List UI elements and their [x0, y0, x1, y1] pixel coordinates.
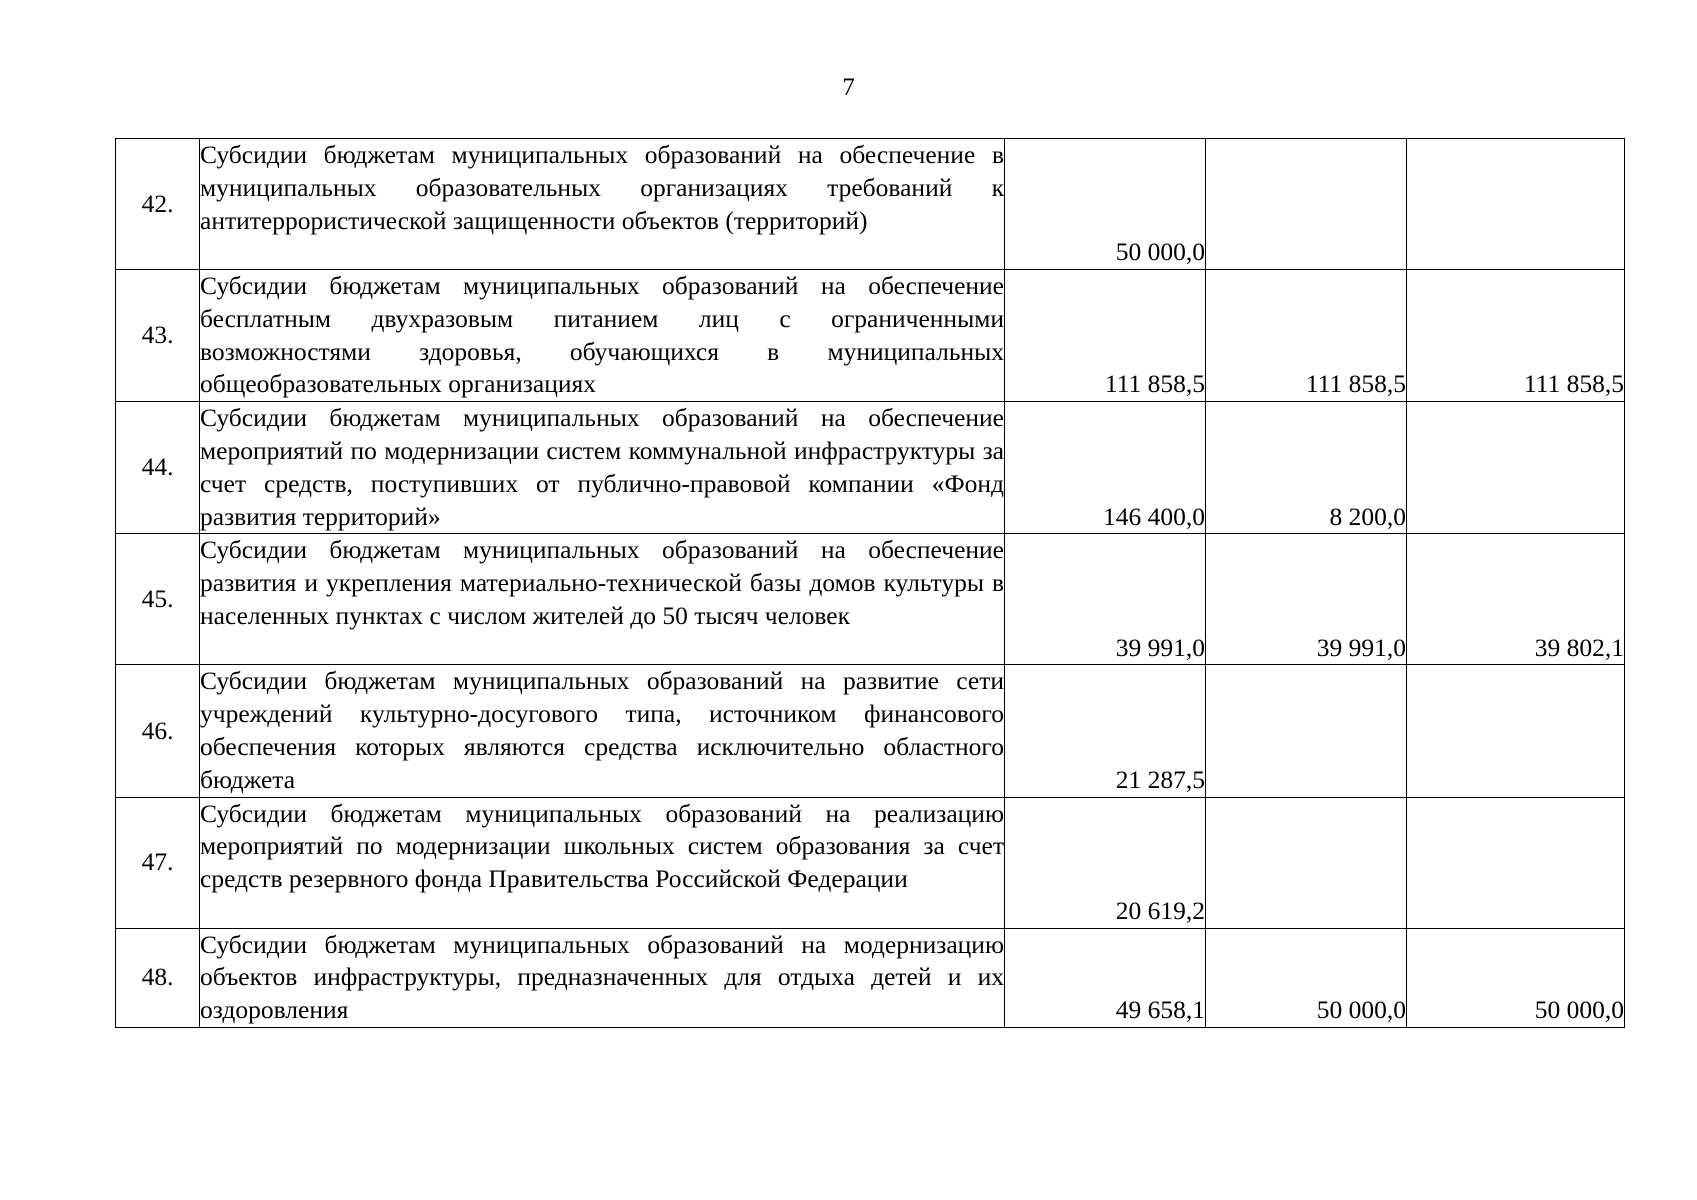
table-row: [116, 665, 1625, 797]
table-row: [116, 402, 1625, 534]
value-col-3: [1407, 665, 1625, 797]
table-row: [116, 270, 1625, 402]
table-row: [116, 928, 1625, 1027]
value-col-1: 39 991,0: [1005, 534, 1206, 665]
value-col-3: [1407, 797, 1625, 928]
row-number: 43.: [116, 270, 200, 402]
value-col-1: 111 858,5: [1005, 270, 1206, 402]
row-description: Субсидии бюджетам муниципальных образований на развитие сети учреждений культурно-досугового типа, источником финансового обеспечения которых являются средства исключительно областного бюджета: [200, 665, 1005, 797]
row-description: Субсидии бюджетам муниципальных образований на обеспечение мероприятий по модернизации систем коммунальной инфраструктуры за счет средств, поступивших от публично-правовой компании «Фонд развития территорий»: [200, 402, 1005, 534]
value-col-2: 111 858,5: [1206, 270, 1407, 402]
value-col-2: [1206, 797, 1407, 928]
row-description: Субсидии бюджетам муниципальных образований на обеспечение бесплатным двухразовым питанием лиц с ограниченными возможностями здоровья, обучающихся в муниципальных общеобразовательных организациях: [200, 270, 1005, 402]
page-number: 7: [842, 74, 855, 101]
table-row: [116, 139, 1625, 270]
value-col-1: 49 658,1: [1005, 928, 1206, 1027]
row-description: Субсидии бюджетам муниципальных образований на модернизацию объектов инфраструктуры, предназначенных для отдыха детей и их оздоровления: [200, 928, 1005, 1027]
value-col-2: [1206, 139, 1407, 270]
value-col-2: 50 000,0: [1206, 928, 1407, 1027]
row-number: 44.: [116, 402, 200, 534]
value-col-2: 8 200,0: [1206, 402, 1407, 534]
value-col-1: 146 400,0: [1005, 402, 1206, 534]
value-col-1: 50 000,0: [1005, 139, 1206, 270]
row-number: 46.: [116, 665, 200, 797]
value-col-2: [1206, 665, 1407, 797]
value-col-3: 50 000,0: [1407, 928, 1625, 1027]
table-row: [116, 797, 1625, 928]
value-col-1: 20 619,2: [1005, 797, 1206, 928]
row-number: 47.: [116, 797, 200, 928]
value-col-1: 21 287,5: [1005, 665, 1206, 797]
row-number: 45.: [116, 534, 200, 665]
value-col-3: 39 802,1: [1407, 534, 1625, 665]
row-number: 48.: [116, 928, 200, 1027]
value-col-3: [1407, 402, 1625, 534]
row-description: Субсидии бюджетам муниципальных образований на обеспечение развития и укрепления материально-технической базы домов культуры в населенных пунктах с числом жителей до 50 тысяч человек: [200, 534, 1005, 665]
row-description: Субсидии бюджетам муниципальных образований на реализацию мероприятий по модернизации школьных систем образования за счет средств резервного фонда Правительства Российской Федерации: [200, 797, 1005, 928]
subsidies-table: [115, 138, 1625, 1028]
value-col-3: 111 858,5: [1407, 270, 1625, 402]
value-col-2: 39 991,0: [1206, 534, 1407, 665]
row-description: Субсидии бюджетам муниципальных образований на обеспечение в муниципальных образовательных организациях требований к антитеррористической защищенности объектов (территорий): [200, 139, 1005, 270]
row-number: 42.: [116, 139, 200, 270]
value-col-3: [1407, 139, 1625, 270]
table-row: [116, 534, 1625, 665]
